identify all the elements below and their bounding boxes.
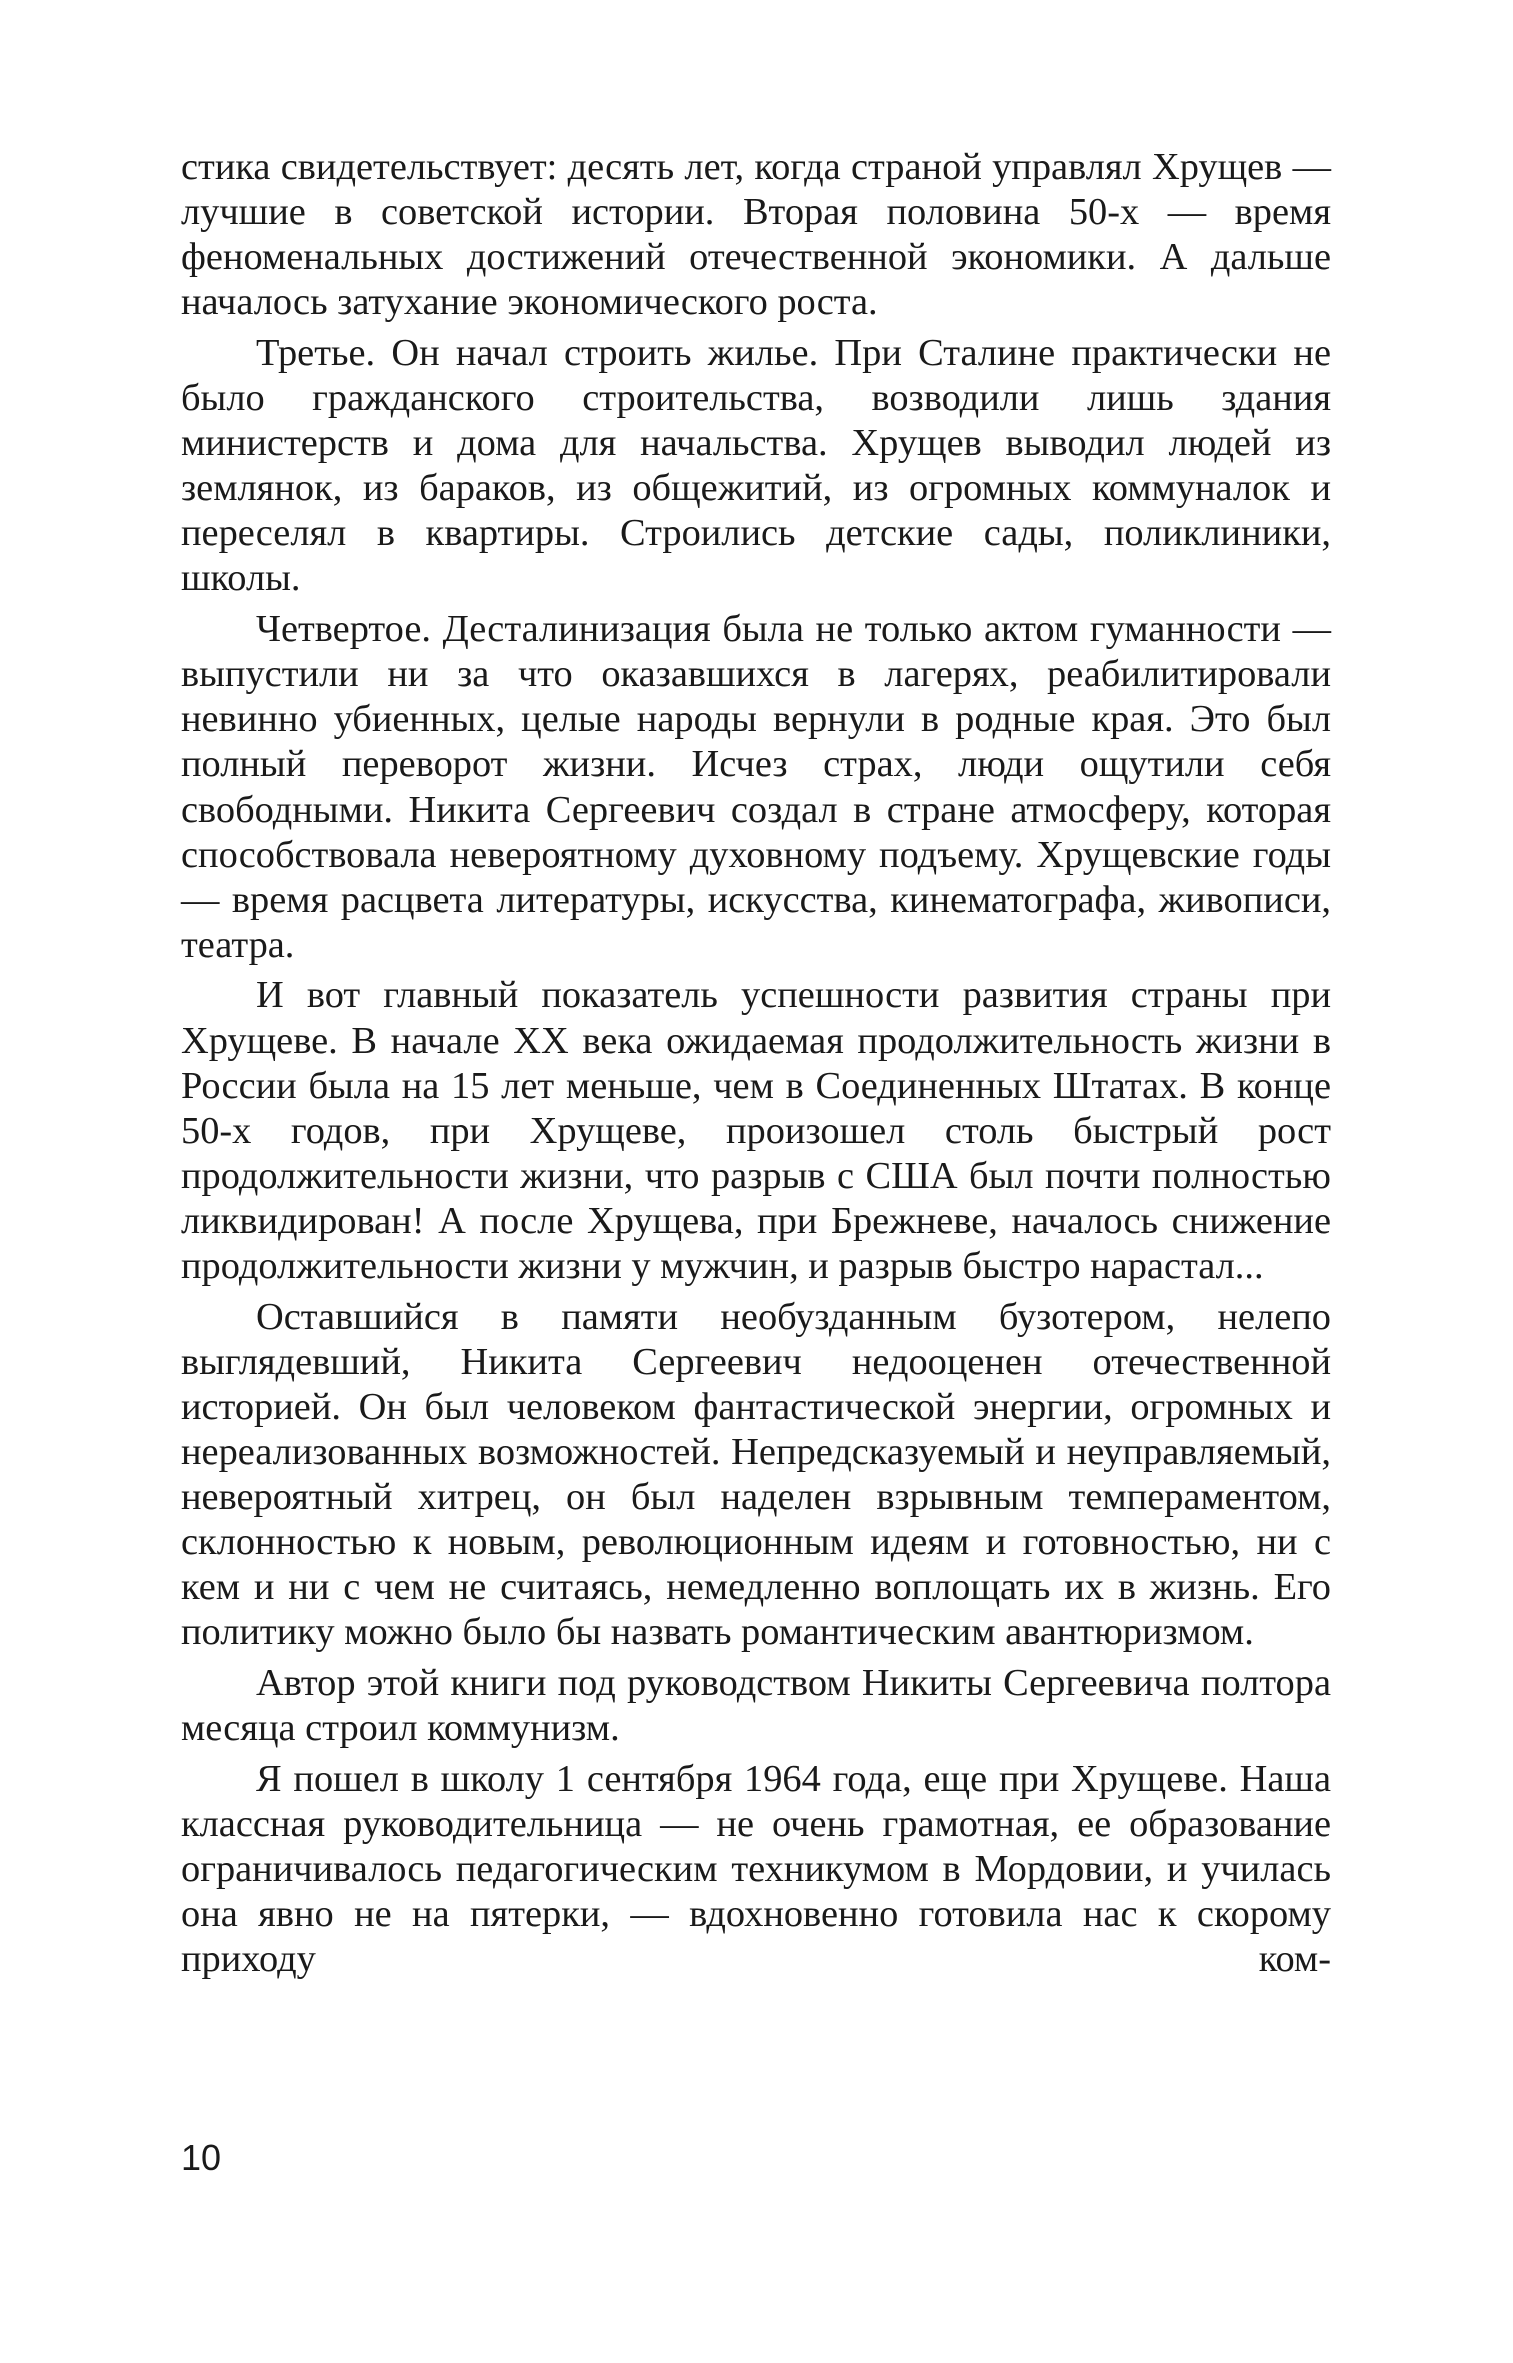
- paragraph: Автор этой книги под руководством Никиты Сергеевича полтора месяца строил коммунизм.: [181, 1662, 1331, 1750]
- paragraph: Оставшийся в памяти необузданным бузотером, нелепо выглядевший, Никита Сергеевич недооценен отечественной историей. Он был человеком фантастической энергии, огромных и нереализованных возможностей. Непредсказуемый и неуправляемый, невероятный хитрец, он был наделен взрывным темпераментом, склонностью к новым, революционным идеям и готовностью, ни с кем и ни с чем не считаясь, немедленно воплощать их в жизнь. Его политику можно было бы назвать романтическим авантюризмом.: [181, 1295, 1331, 1654]
- paragraph: стика свидетельствует: десять лет, когда страной управлял Хрущев — лучшие в советской истории. Вторая половина 50-х — время феноменальных достижений отечественной экономики. А дальше началось затухание экономического роста.: [181, 146, 1331, 324]
- page-number: 10: [181, 2137, 222, 2178]
- body-text: [181, 145, 1331, 1988]
- paragraph: И вот главный показатель успешности развития страны при Хрущеве. В начале XX века ожидаемая продолжительность жизни в России была на 15 лет меньше, чем в Соединенных Штатах. В конце 50-х годов, при Хрущеве, произошел столь быстрый рост продолжительности жизни, что разрыв с США был почти полностью ликвидирован! А после Хрущева, при Брежневе, началось снижение продолжительности жизни у мужчин, и разрыв быстро нарастал...: [181, 974, 1331, 1288]
- paragraph: Я пошел в школу 1 сентября 1964 года, еще при Хрущеве. Наша классная руководительница — не очень грамотная, ее образование ограничивалось педагогическим техникумом в Мордовии, и училась она явно не на пятерки, — вдохновенно готовила нас к скорому приходу ком-: [181, 1757, 1331, 1981]
- paragraph: Четвертое. Десталинизация была не только актом гуманности — выпустили ни за что оказавшихся в лагерях, реабилитировали невинно убиенных, целые народы вернули в родные края. Это был полный переворот жизни. Исчез страх, люди ощутили себя свободными. Никита Сергеевич создал в стране атмосферу, которая способствовала невероятному духовному подъему. Хрущевские годы — время расцвета литературы, искусства, кинематографа, живописи, театра.: [181, 608, 1331, 966]
- paragraph: Третье. Он начал строить жилье. При Сталине практически не было гражданского строительства, возводили лишь здания министерств и дома для начальства. Хрущев выводил людей из землянок, из бараков, из общежитий, из огромных коммуналок и переселял в квартиры. Строились детские сады, поликлиники, школы.: [181, 331, 1331, 600]
